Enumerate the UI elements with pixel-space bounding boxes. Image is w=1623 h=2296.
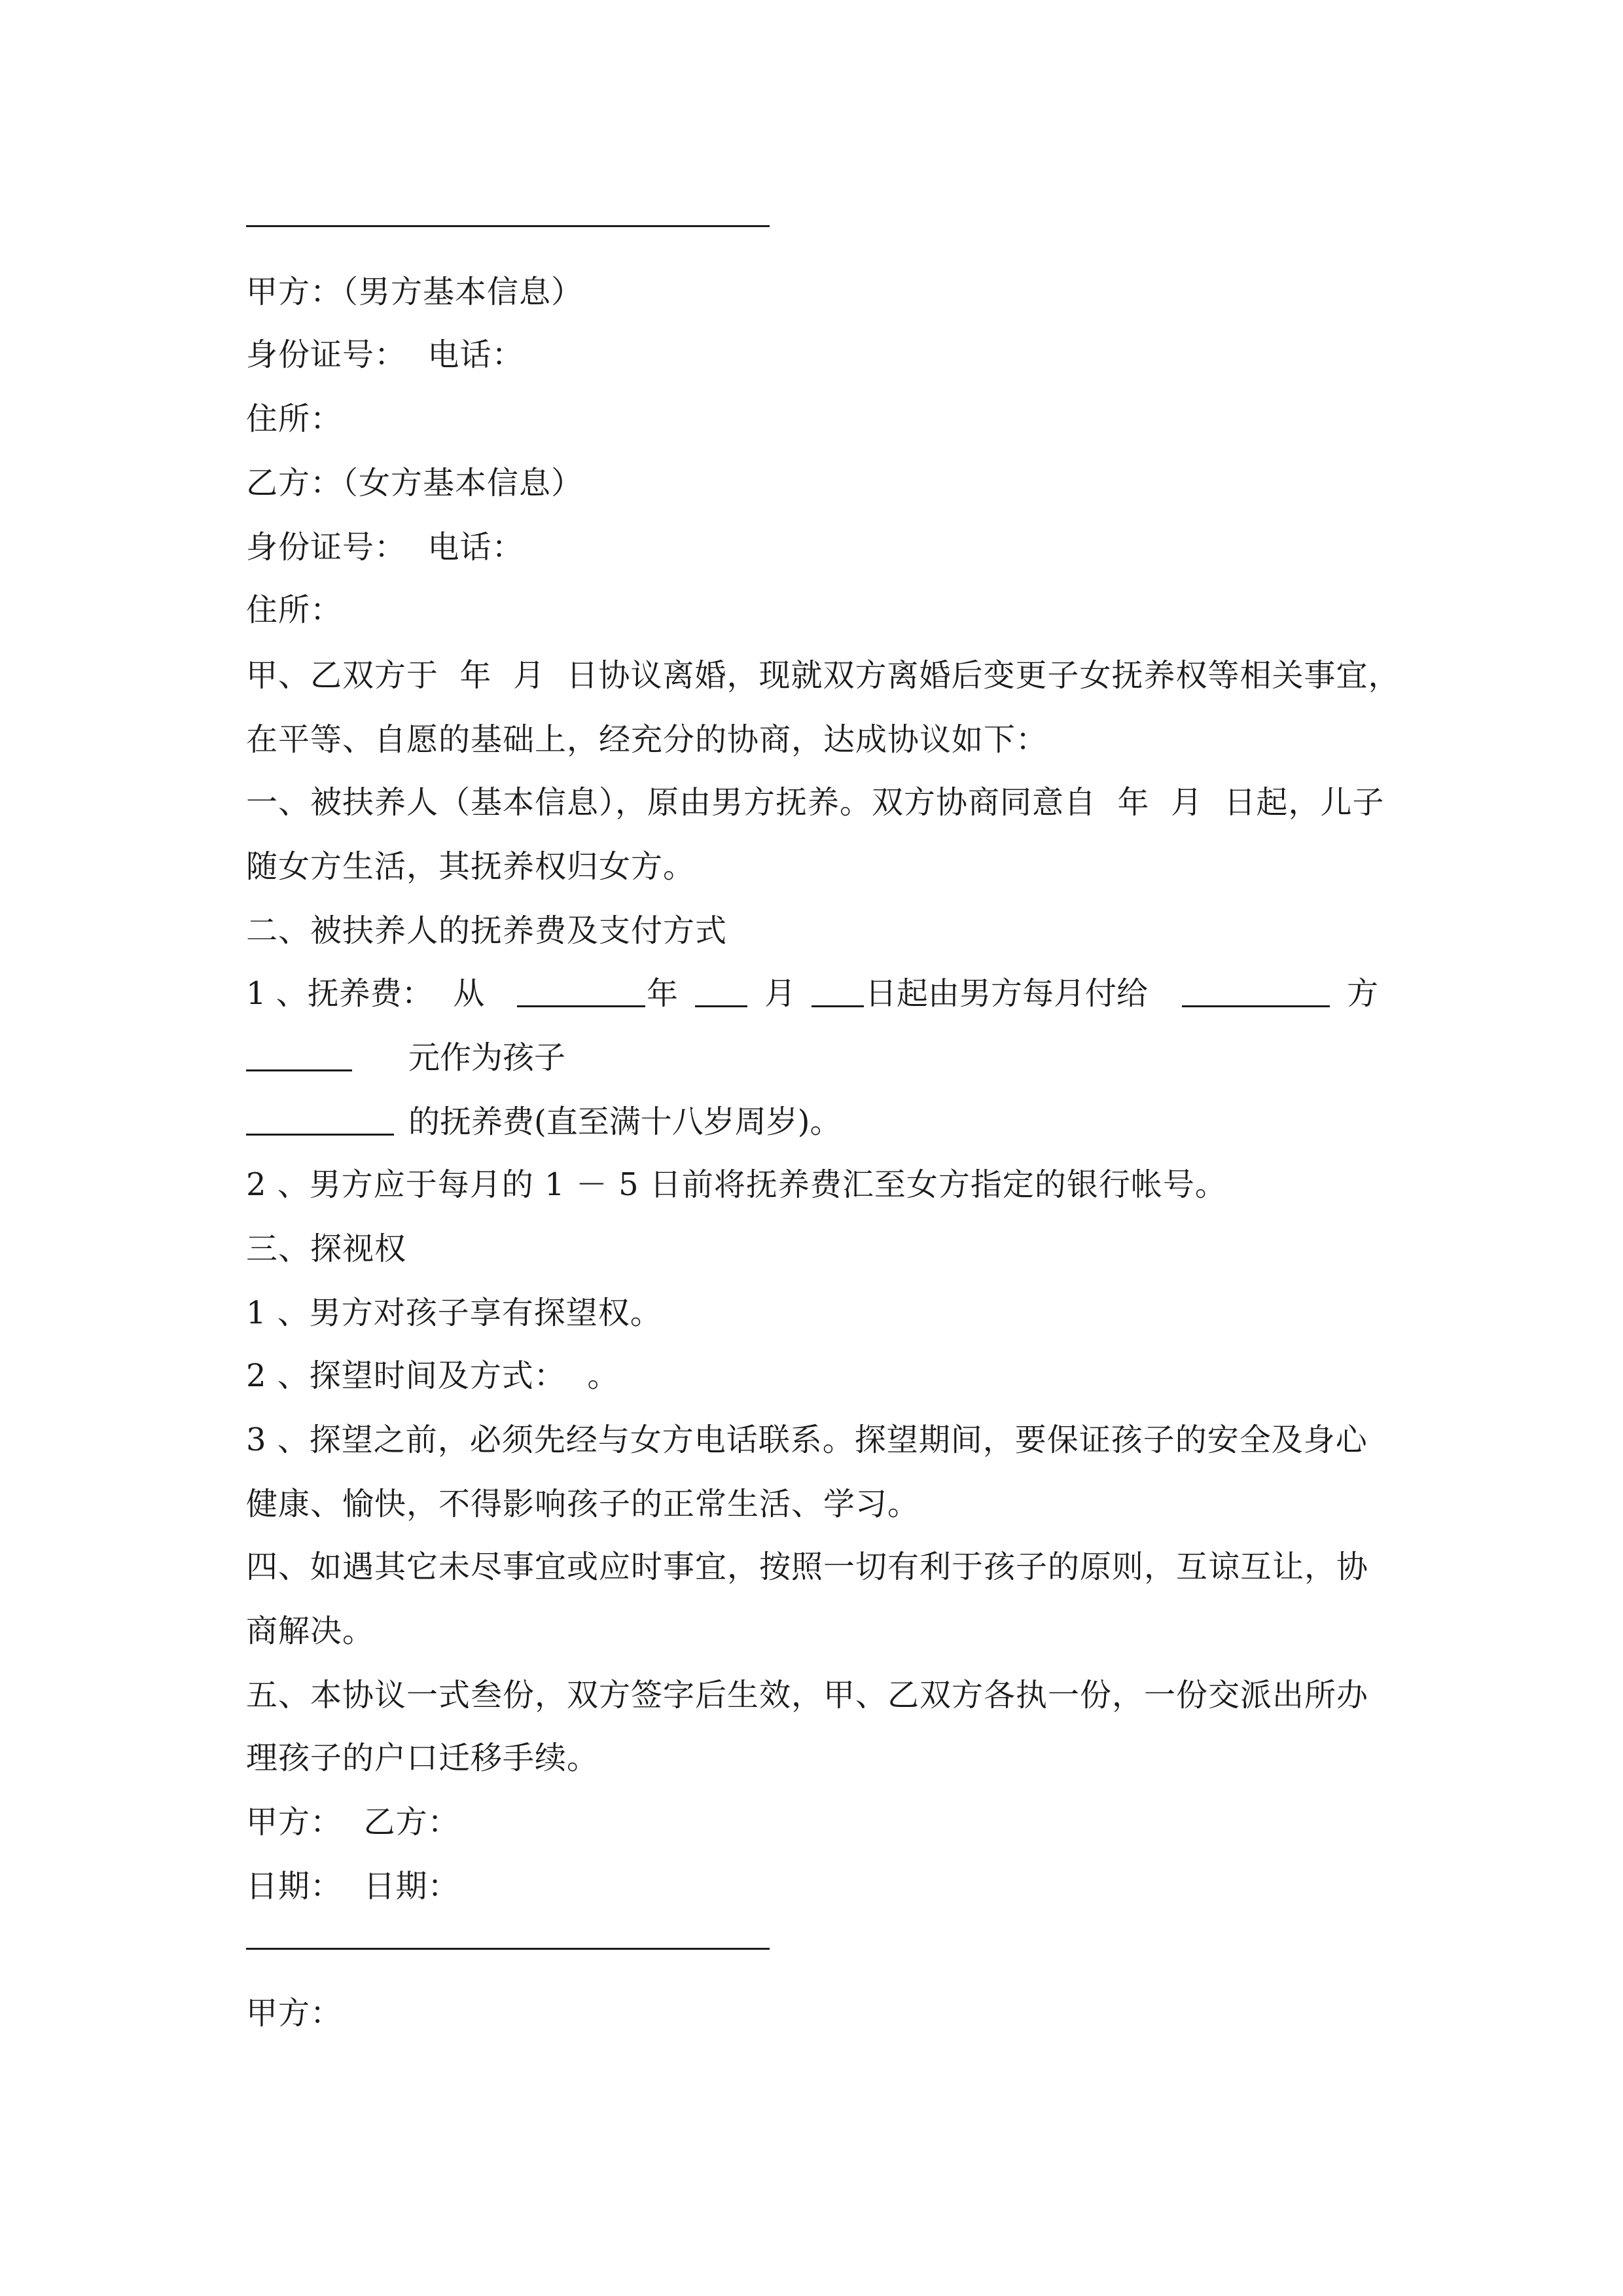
intro-line-1: 甲、乙双方于 年 月 日协议离婚，现就双方离婚后变更子女抚养权等相关事宜， [246, 657, 1400, 694]
party-b-id-phone: 身份证号： 电话： [246, 529, 524, 565]
item1-year: 年 [647, 975, 679, 1012]
item1-party: 方 [1347, 975, 1379, 1012]
separator-line-bottom [246, 1948, 770, 1950]
item1-month: 月 [764, 975, 796, 1012]
clause-3-title: 三、探视权 [246, 1230, 407, 1267]
clause-5-line-1: 五、本协议一式叁份，双方签字后生效，甲、乙双方各执一份，一份交派出所办 [246, 1677, 1369, 1713]
clause-5-line-2: 理孩子的户口迁移手续。 [246, 1740, 599, 1776]
clause-2-item-2: 2 、男方应于每月的 1 － 5 日前将抚养费汇至女方指定的银行帐号。 [246, 1166, 1227, 1203]
blank-amount [246, 1041, 352, 1071]
footer-party-a: 甲方： [246, 1995, 343, 2032]
party-a-label: 甲方：（男方基本信息） [246, 274, 584, 310]
blank-amount-words [246, 1105, 394, 1136]
blank-month [695, 977, 747, 1007]
party-a-id-phone: 身份证号： 电话： [246, 336, 524, 373]
blank-payee [1182, 977, 1330, 1007]
party-b-label: 乙方：（女方基本信息） [246, 465, 584, 501]
clause-3-item-2: 2 、探望时间及方式： 。 [246, 1357, 620, 1394]
clause-3-item-1: 1 、男方对孩子享有探望权。 [246, 1295, 662, 1331]
signature-dates: 日期： 日期： [246, 1868, 460, 1905]
party-a-address: 住所： [246, 401, 343, 437]
item1-day-text: 日起由男方每月付给 [865, 975, 1149, 1012]
item1-prefix: 1 、抚养费： 从 [246, 975, 485, 1012]
party-b-address: 住所： [246, 592, 343, 628]
item1-amount-text: 元作为孩子 [408, 1039, 566, 1076]
separator-line-top [246, 225, 770, 227]
blank-year [517, 977, 645, 1007]
clause-3-item-3-line-2: 健康、愉快，不得影响孩子的正常生活、学习。 [246, 1486, 920, 1522]
item1-end-text: 的抚养费(直至满十八岁周岁)。 [408, 1103, 842, 1140]
clause-4-line-2: 商解决。 [246, 1613, 375, 1649]
clause-2-title: 二、被扶养人的抚养费及支付方式 [246, 912, 728, 949]
clause-1-line-2: 随女方生活，其抚养权归女方。 [246, 848, 696, 885]
clause-3-item-3-line-1: 3 、探望之前，必须先经与女方电话联系。探望期间，要保证孩子的安全及身心 [246, 1422, 1368, 1458]
clause-4-line-1: 四、如遇其它未尽事宜或应时事宜，按照一切有利于孩子的原则，互谅互让，协 [246, 1549, 1369, 1585]
intro-line-2: 在平等、自愿的基础上，经充分的协商，达成协议如下： [246, 721, 1048, 758]
signature-parties: 甲方： 乙方： [246, 1804, 460, 1840]
blank-day [812, 977, 864, 1007]
clause-1-line-1: 一、被扶养人（基本信息），原由男方抚养。双方协商同意自 年 月 日起，儿子 [246, 784, 1385, 821]
